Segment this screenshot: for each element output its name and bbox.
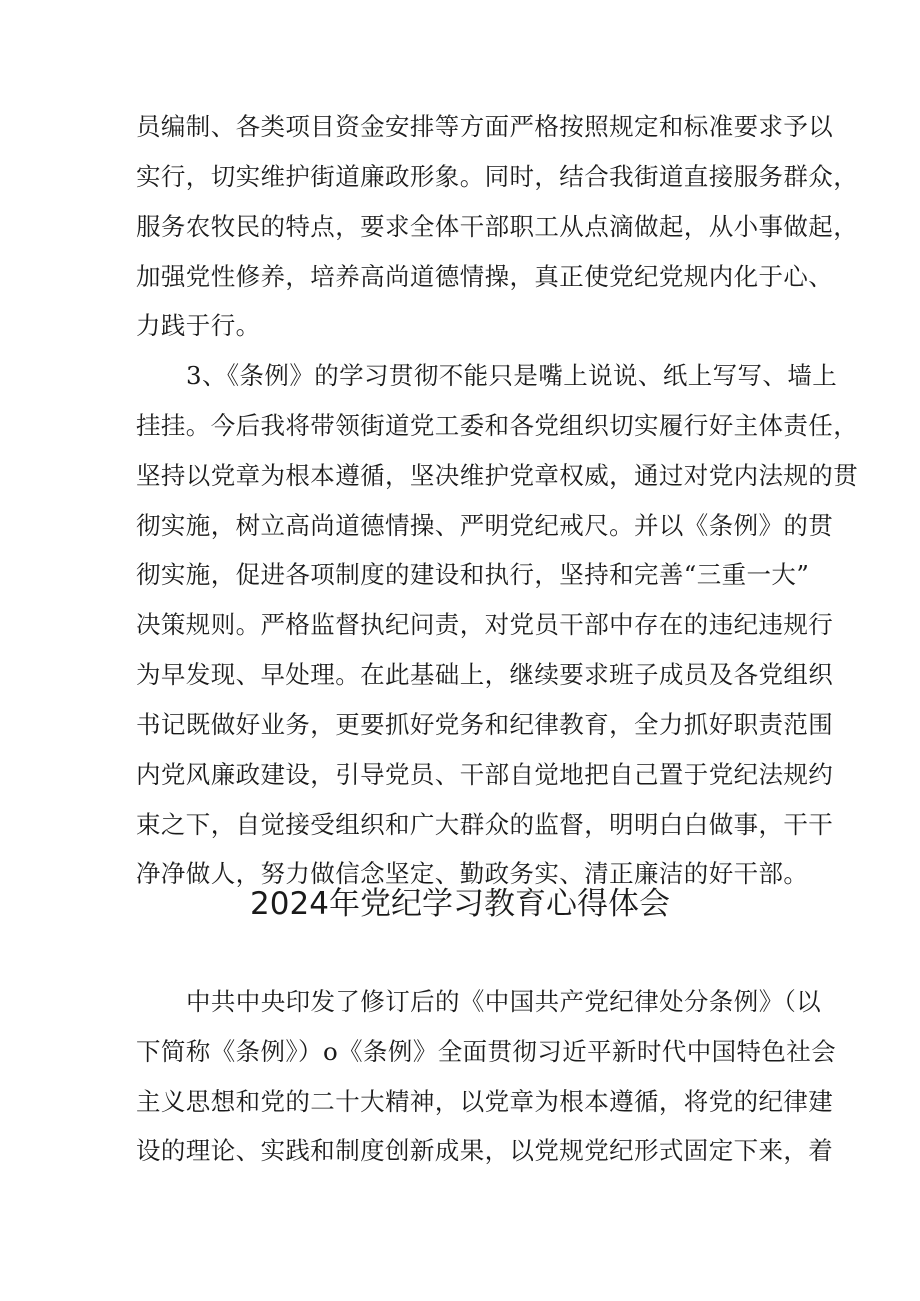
text-line: 服务农牧民的特点，要求全体干部职工从点滴做起，从小事做起， <box>136 212 859 241</box>
text-line: 书记既做好业务，更要抓好党务和纪律教育，全力抓好职责范围 <box>136 710 834 739</box>
text-line: 彻实施，促进各项制度的建设和执行，坚持和完善“三重一大” <box>136 560 810 589</box>
text-line: 员编制、各类项目资金安排等方面严格按照规定和标准要求予以 <box>136 112 834 141</box>
text-line: 3、《条例》的学习贯彻不能只是嘴上说说、纸上写写、墙上 <box>186 361 838 390</box>
text-line: 束之下，自觉接受组织和广大群众的监督，明明白白做事，干干 <box>136 810 834 839</box>
text-line: 下简称《条例》）o《条例》全面贯彻习近平新时代中国特色社会 <box>136 1037 837 1066</box>
text-line: 加强党性修养，培养高尚道德情操，真正使党纪党规内化于心、 <box>136 262 834 291</box>
document-title: 2024年党纪学习教育心得体会 <box>250 886 670 922</box>
text-line: 净净做人，努力做信念坚定、勤政务实、清正廉洁的好干部。 <box>136 859 809 888</box>
text-line: 坚持以党章为根本遵循，坚决维护党章权威，通过对党内法规的贯 <box>136 461 859 490</box>
text-line: 内党风廉政建设，引导党员、干部自觉地把自己置于党纪法规约 <box>136 760 834 789</box>
text-line: 力践于行。 <box>136 311 261 340</box>
text-line: 实行，切实维护街道廉政形象。同时，结合我街道直接服务群众， <box>136 162 859 191</box>
text-line: 设的理论、实践和制度创新成果，以党规党纪形式固定下来，着 <box>136 1136 834 1165</box>
text-line: 主义思想和党的二十大精神，以党章为根本遵循，将党的纪律建 <box>136 1087 834 1116</box>
text-line: 挂挂。今后我将带领街道党工委和各党组织切实履行好主体责任， <box>136 411 859 440</box>
text-line: 彻实施，树立高尚道德情操、严明党纪戒尺。并以《条例》的贯 <box>136 511 834 540</box>
text-line: 中共中央印发了修订后的《中国共产党纪律处分条例》（以 <box>186 987 822 1016</box>
text-line: 决策规则。严格监督执纪问责，对党员干部中存在的违纪违规行 <box>136 610 834 639</box>
text-line: 为早发现、早处理。在此基础上，继续要求班子成员及各党组织 <box>136 660 834 689</box>
